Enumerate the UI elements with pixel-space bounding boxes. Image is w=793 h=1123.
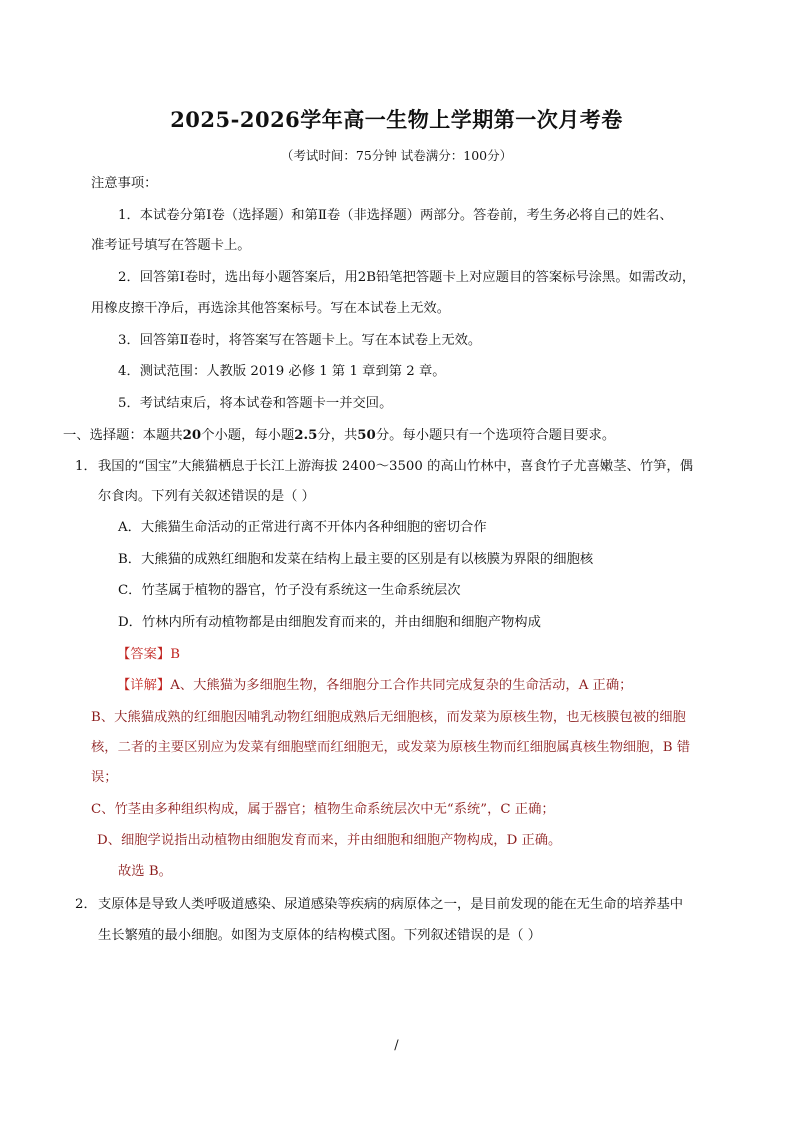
question-1-stem-line-1: 我国的“国宝”大熊猫栖息于长江上游海拔 2400～3500 的高山竹林中，喜食竹子尤喜嫩茎、竹笋，偶: [98, 459, 694, 474]
question-1-option-a: A．大熊猫生命活动的正常进行离不开体内各种细胞的密切合作: [118, 520, 487, 535]
question-1-number: 1．: [75, 459, 97, 474]
notice-item-5: 5．考试结束后，将本试卷和答题卡一并交回。: [118, 396, 393, 411]
detail-a-line: [117, 676, 632, 696]
detail-d: D、细胞学说指出动植物由细胞发育而来，并由细胞和细胞产物构成，D 正确。: [97, 833, 562, 848]
answer-label: 【答案】: [117, 647, 171, 662]
section-intro-text-c: 个小题，每小题: [201, 428, 295, 443]
section-intro-text-g: 分。每小题只有一个选项符合题目要求。: [375, 428, 616, 443]
section-intro: [63, 426, 615, 446]
page-footer-mark: /: [394, 1038, 399, 1053]
notice-heading: 注意事项：: [91, 176, 158, 191]
section-intro-text-a: 一、选择题：本题共: [63, 428, 183, 443]
detail-b-line-2: 核，二者的主要区别应为发菜有细胞壁而红细胞无，或发菜为原核生物而红细胞属真核生物细胞，B 错: [91, 740, 691, 755]
question-2-stem-line-1: 支原体是导致人类呼吸道感染、尿道感染等疾病的病原体之一，是目前发现的能在无生命的培养基中: [98, 897, 684, 912]
question-2-number: 2．: [75, 897, 97, 912]
question-1-option-d: D．竹林内所有动植物都是由细胞发育而来的，并由细胞和细胞产物构成: [118, 615, 541, 630]
notice-item-2-line-1: 2．回答第Ⅰ卷时，选出每小题答案后，用2B铅笔把答题卡上对应题目的答案标号涂黑。如需改动，: [118, 270, 696, 285]
points-per-question: 2.5: [294, 428, 318, 443]
page-title: 2025-2026学年高一生物上学期第一次月考卷: [170, 107, 623, 132]
answer-value: B: [170, 647, 180, 662]
detail-c: C、竹茎由多种组织构成，属于器官；植物生命系统层次中无“系统”，C 正确；: [91, 802, 555, 817]
notice-item-3: 3．回答第Ⅱ卷时，将答案写在答题卡上。写在本试卷上无效。: [118, 333, 482, 348]
question-2-stem-line-2: 生长繁殖的最小细胞。如图为支原体的结构模式图。下列叙述错误的是（ ）: [98, 928, 542, 943]
notice-item-1-line-2: 准考证号填写在答题卡上。: [91, 238, 251, 253]
section-intro-text-e: 分，共: [317, 428, 358, 443]
question-count: 20: [182, 428, 202, 443]
exam-info: （考试时间：75分钟 试卷满分：100分）: [280, 148, 513, 163]
notice-item-4: 4．测试范围：人教版 2019 必修 1 第 1 章到第 2 章。: [118, 364, 446, 379]
detail-a: A、大熊猫为多细胞生物，各细胞分工合作共同完成复杂的生命活动，A 正确；: [170, 678, 633, 693]
detail-b-line-3: 误；: [91, 770, 118, 785]
detail-label: 【详解】: [117, 678, 171, 693]
answer-line: [117, 645, 180, 665]
notice-item-1-line-1: 1．本试卷分第Ⅰ卷（选择题）和第Ⅱ卷（非选择题）两部分。答卷前，考生务必将自己的姓名、: [118, 208, 673, 223]
question-1-stem-line-2: 尔食肉。下列有关叙述错误的是（ ）: [98, 489, 315, 504]
total-points: 50: [357, 428, 376, 443]
choose-statement: 故选 B。: [118, 864, 172, 879]
notice-item-2-line-2: 用橡皮擦干净后，再选涂其他答案标号。写在本试卷上无效。: [91, 301, 451, 316]
question-1-option-c: C．竹茎属于植物的器官，竹子没有系统这一生命系统层次: [118, 583, 461, 598]
detail-b-line-1: B、大熊猫成熟的红细胞因哺乳动物红细胞成熟后无细胞核，而发菜为原核生物，也无核膜包被的细胞: [91, 710, 686, 725]
question-1-option-b: B．大熊猫的成熟红细胞和发菜在结构上最主要的区别是有以核膜为界限的细胞核: [118, 552, 594, 567]
